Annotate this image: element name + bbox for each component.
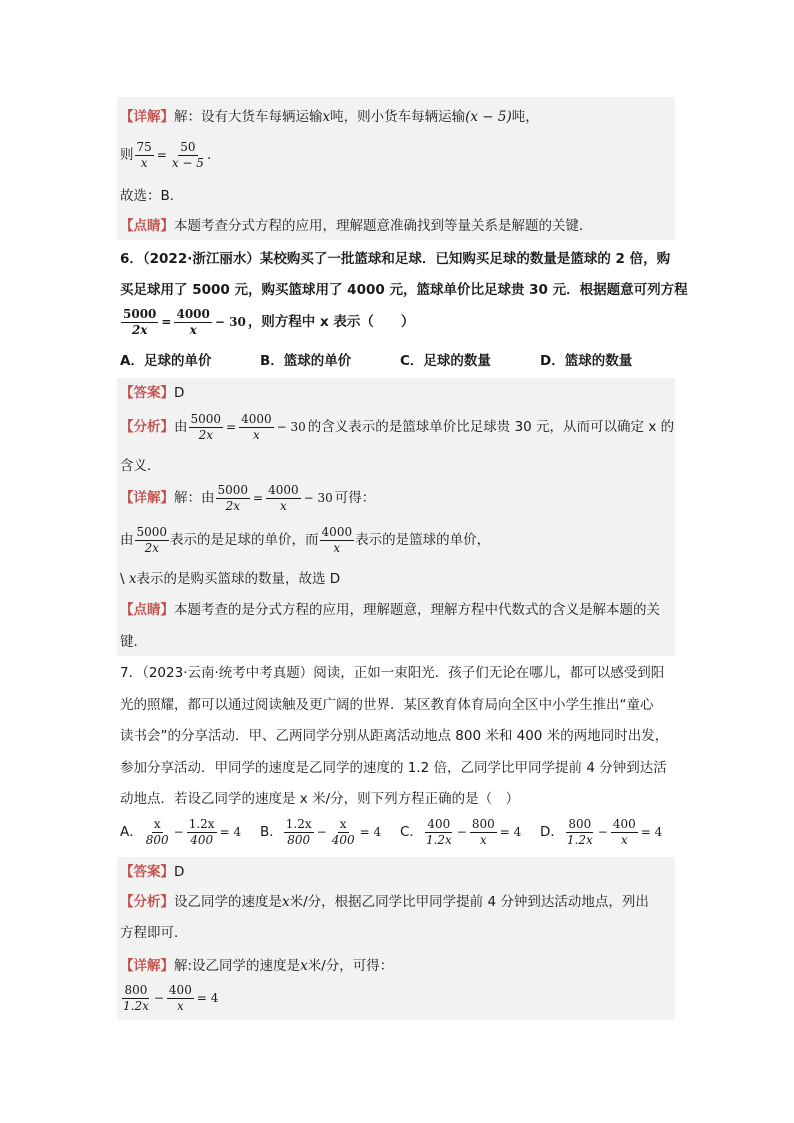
q6-option-b[interactable]: B．篮球的单价: [260, 353, 352, 369]
q7-stem-line-5: 动地点．若设乙同学的速度是 x 米/分，则下列方程正确的是（ ）: [120, 791, 520, 807]
q7-final-equation: $\frac{800}{1.2x}$ − $\frac{400}{x}$ = 4: [123, 983, 219, 1013]
detail-tag: 【详解】: [120, 958, 174, 974]
fraction: $\frac{4000}{x}$: [241, 412, 272, 442]
q6-stem-line-2: 买足球用了 5000 元，购买篮球用了 4000 元，篮球单价比足球贵 30 元．根据题意可列方程: [120, 282, 688, 298]
q5-equation-line: 则 $\frac{75}{x}$ = $\frac{50}{x - 5}$ .: [120, 140, 212, 170]
q6-stem-line-1: 6．（2022·浙江丽水）某校购买了一批篮球和足球．已知购买足球的数量是篮球的 2 倍，购: [120, 251, 671, 267]
q7-answer-line: 【答案】D: [120, 864, 185, 880]
q5-comment-line: 【点睛】本题考查分式方程的应用，理解题意准确找到等量关系是解题的关键．: [120, 218, 593, 234]
comment-tag: 【点睛】: [120, 218, 174, 234]
detail-tag: 【详解】: [120, 490, 174, 507]
detail-tag: 【详解】: [120, 109, 174, 125]
q6-option-a[interactable]: A．足球的单价: [120, 353, 212, 369]
q6-option-c[interactable]: C．足球的数量: [400, 353, 491, 369]
fraction: $\frac{5000}{2x}$: [136, 525, 168, 555]
q7-option-d[interactable]: D． $\frac{800}{1.2x}$ − $\frac{400}{x}$ = 4: [540, 817, 663, 847]
fraction: $\frac{5000}{2x}$: [123, 307, 157, 337]
q7-analysis-line-2: 方程即可．: [120, 925, 188, 941]
fraction: $\frac{4000}{x}$: [321, 525, 353, 555]
q7-stem-line-2: 光的照耀，都可以通过阅读触及更广阔的世界．某区教育体育局向全区中小学生推出“童心: [120, 697, 654, 713]
q7-stem-line-3: 读书会”的分享活动．甲、乙两同学分别从距离活动地点 800 米和 400 米的两地同时出发，: [120, 728, 669, 744]
q7-options: [120, 818, 664, 846]
analysis-tag: 【分析】: [120, 894, 174, 910]
answer-tag: 【答案】: [120, 864, 174, 880]
q6-detail-line-2: 由 $\frac{5000}{2x}$ 表示的是足球的单价，而 $\frac{4000}{x}$ 表示的是篮球的单价，: [120, 525, 491, 555]
answer-tag: 【答案】: [120, 385, 174, 401]
q6-detail-line-1: 【详解】解：由 $\frac{5000}{2x}$ = $\frac{4000}{x}$ − 30 可得：: [120, 483, 376, 513]
q5-choice-line: 故选：B.: [120, 188, 175, 204]
fraction: $\frac{75}{x}$: [136, 140, 152, 170]
q7-option-a[interactable]: A． $\frac{x}{800}$ − $\frac{1.2x}{400}$ = 4: [120, 817, 242, 847]
q6-answer-line: 【答案】D: [120, 385, 185, 401]
q7-option-c[interactable]: C． $\frac{400}{1.2x}$ − $\frac{800}{x}$ = 4: [400, 817, 522, 847]
q7-option-b[interactable]: B． $\frac{1.2x}{800}$ − $\frac{x}{400}$ = 4: [260, 817, 382, 847]
q6-comment-line-1: 【点睛】本题考查的是分式方程的应用，理解题意，理解方程中代数式的含义是解本题的关: [120, 602, 660, 618]
q6-option-d[interactable]: D．篮球的数量: [540, 353, 633, 369]
q6-detail-line-3: \ x表示的是购买篮球的数量，故选 D: [120, 571, 341, 587]
q6-stem-line-3: $\frac{5000}{2x}$ = $\frac{4000}{x}$ − 30 ，则方程中 x 表示（ ）: [123, 307, 415, 337]
q6-options: [120, 355, 632, 369]
q6-analysis-line-1: 【分析】由 $\frac{5000}{2x}$ = $\frac{4000}{x}$ − 30 的含义表示的是篮球单价比足球贵 30 元，从而可以确定 x 的: [120, 412, 675, 442]
q6-comment-line-2: 键．: [120, 634, 147, 650]
fraction: $\frac{4000}{x}$: [176, 307, 210, 337]
q7-stem-line-4: 参加分享活动．甲同学的速度是乙同学的速度的 1.2 倍，乙同学比甲同学提前 4 分钟到达活: [120, 760, 667, 776]
analysis-tag: 【分析】: [120, 419, 174, 436]
q6-analysis-line-2: 含义．: [120, 458, 161, 474]
fraction: $\frac{400}{x}$: [168, 983, 192, 1013]
fraction: $\frac{50}{x - 5}$: [171, 140, 204, 170]
fraction: $\frac{5000}{2x}$: [190, 412, 222, 442]
fraction: $\frac{800}{1.2x}$: [123, 983, 149, 1013]
comment-tag: 【点睛】: [120, 602, 174, 618]
q7-detail-line: 【详解】解:设乙同学的速度是x米/分，可得：: [120, 958, 394, 974]
q5-detail-line: 【详解】解：设有大货车每辆运输x吨，则小货车每辆运输(x − 5)吨，: [120, 109, 539, 125]
fraction: $\frac{5000}{2x}$: [217, 483, 249, 513]
q7-analysis-line-1: 【分析】设乙同学的速度是x米/分，根据乙同学比甲同学提前 4 分钟到达活动地点，列出: [120, 894, 649, 910]
fraction: $\frac{4000}{x}$: [268, 483, 299, 513]
q7-stem-line-1: 7．（2023·云南·统考中考真题）阅读，正如一束阳光．孩子们无论在哪儿，都可以感受到阳: [120, 665, 665, 681]
